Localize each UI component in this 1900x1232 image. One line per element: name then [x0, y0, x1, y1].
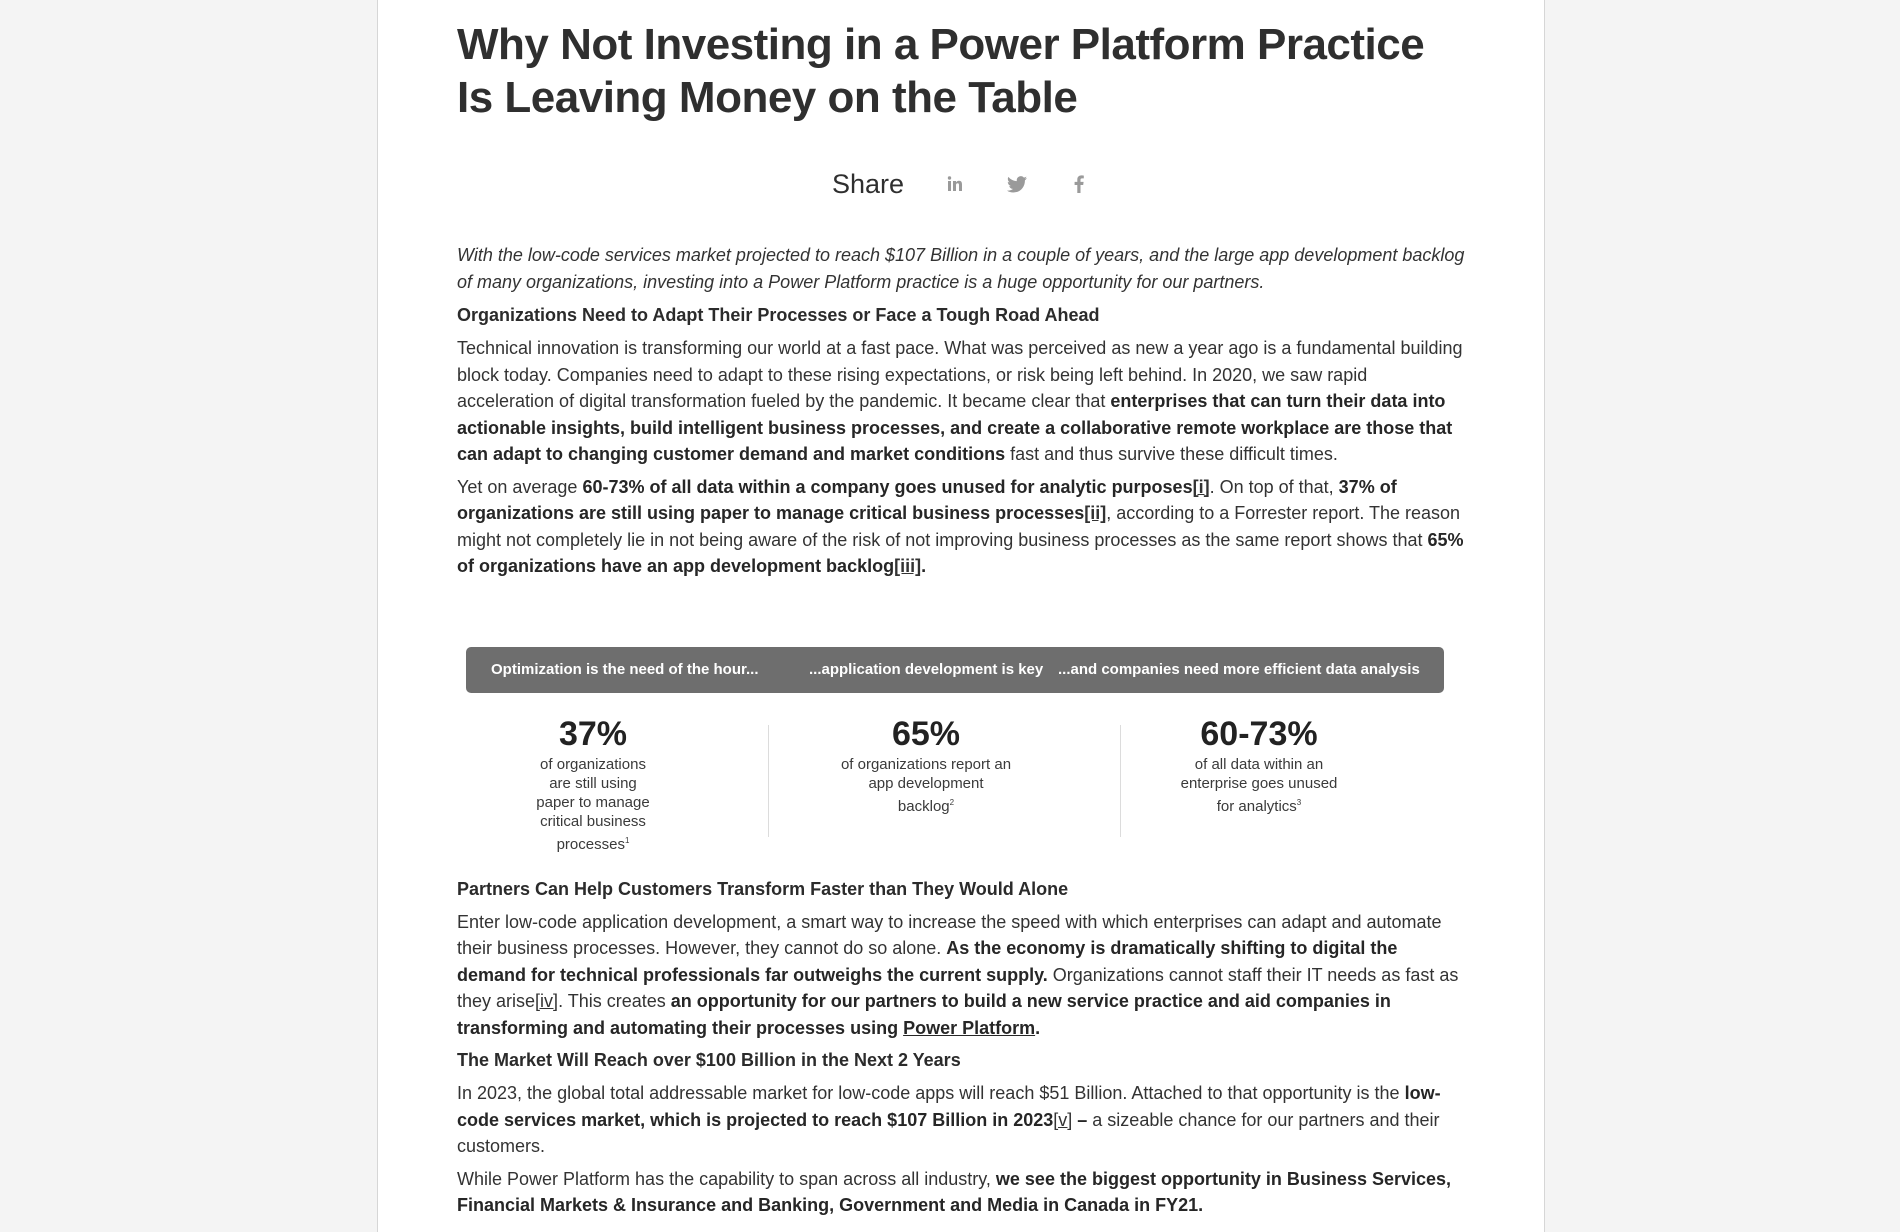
text-span: Enter low-code application development, a smart way to increase the speed with which enterprises can adapt and automate their business processes. However, they cannot do so alone. — [457, 911, 1442, 958]
article-body-continued — [457, 876, 1467, 1219]
footnote-link-v[interactable]: [v] — [1053, 1109, 1073, 1130]
facebook-icon[interactable] — [1066, 171, 1092, 197]
stat-description — [806, 755, 1046, 816]
bold-text: low-code services market, which is projected to reach $107 Billion in 2023 — [457, 1083, 1441, 1130]
stat-footnote: 2 — [949, 797, 955, 807]
bold-text: . — [1035, 1017, 1041, 1038]
article-title: Why Not Investing in a Power Platform Practice Is Leaving Money on the Table — [457, 20, 1425, 122]
stat-divider — [768, 725, 769, 837]
bold-text: we see the biggest opportunity in Business Services, Financial Markets & Insurance and Banking, Government and Media in Canada in FY21. — [457, 1168, 1452, 1215]
stat-description-text: of organizations report an app development backlog — [840, 755, 1012, 815]
paragraph-industries — [457, 1166, 1467, 1219]
article-content — [457, 18, 1467, 1219]
bold-text: As the economy is dramatically shifting to digital the demand for technical professionals far outweighs the current supply. — [457, 938, 1398, 985]
twitter-icon[interactable] — [1004, 171, 1030, 197]
text-span: , according to a Forrester report. The reason might not completely lie in not being aware of the risk of not improving business processes as the same report shows that — [457, 503, 1461, 550]
paragraph-statistics — [457, 474, 1467, 580]
stat-description — [1139, 755, 1379, 816]
text-span: fast and thus survive these difficult times. — [1005, 444, 1338, 464]
infographic-header-optimization: Optimization is the need of the hour... — [491, 660, 759, 678]
article-intro: With the low-code services market projected to reach $107 Billion in a couple of years, and the large app development backlog of many organizations, investing into a Power Platform practice is a huge opportunity for our partners. — [457, 245, 1465, 292]
stat-paper-processes — [473, 715, 713, 854]
footnote-link-iv[interactable]: [iv] — [535, 991, 559, 1011]
paragraph-market — [457, 1080, 1467, 1160]
footnote-link-ii[interactable]: [ii] — [1084, 503, 1107, 523]
stat-value: 60-73% — [1200, 714, 1318, 753]
text-span: Organizations cannot staff their IT needs as fast as they arise — [457, 964, 1459, 1011]
bold-text: enterprises that can turn their data into actionable insights, build intelligent business processes, and create a collaborative remote workplace are those that can adapt to changing customer demand and market conditions — [457, 391, 1453, 464]
bold-text: 65% of organizations have an app development backlog — [457, 529, 1464, 576]
stat-value: 65% — [891, 714, 961, 753]
power-platform-link[interactable]: Power Platform — [903, 1017, 1036, 1038]
stat-description — [473, 755, 713, 854]
stat-description-text: of organizations are still using paper to manage critical business processes — [536, 755, 650, 853]
text-span: a sizeable chance for our partners and their customers. — [457, 1109, 1440, 1156]
text-span: Technical innovation is transforming our world at a fast pace. What was perceived as new a year ago is a fundamental building block today. Companies need to adapt to these rising expectations, or risk being left behind. In 2020, we saw rapid acceleration of digital transformation fueled by the pandemic. It became clear that — [457, 338, 1463, 411]
article-page — [377, 0, 1545, 1232]
bold-text: 37% of organizations are still using paper to manage critical business processes — [457, 476, 1397, 523]
footnote-link-iii[interactable]: [iii] — [894, 556, 922, 576]
section-heading-adapt: Organizations Need to Adapt Their Processes or Face a Tough Road Ahead — [457, 305, 1100, 325]
bold-text: . — [921, 556, 927, 576]
paragraph-low-code — [457, 909, 1467, 1042]
bold-text: – — [1072, 1109, 1093, 1130]
text-span: Yet on average — [457, 476, 583, 497]
text-span: While Power Platform has the capability to span across all industry, — [457, 1168, 996, 1189]
stats-infographic — [457, 647, 1467, 853]
bold-text: an opportunity for our partners to build a new service practice and aid companies in transforming and automating their processes using — [457, 991, 1391, 1038]
stat-description-text: of all data within an enterprise goes unused for analytics — [1180, 755, 1338, 815]
infographic-header-app-dev: ...application development is key — [809, 660, 1044, 678]
stat-unused-data — [1139, 715, 1379, 816]
footnote-link-i[interactable]: [i] — [1192, 476, 1210, 497]
linkedin-icon[interactable] — [942, 171, 968, 197]
stat-footnote: 3 — [1296, 797, 1302, 807]
text-span: In 2023, the global total addressable market for low-code apps will reach $51 Billion. Attached to that opportunity is the — [457, 1083, 1405, 1103]
text-span: . On top of that, — [1209, 476, 1339, 497]
infographic-header-data-analysis: ...and companies need more efficient data analysis — [1058, 660, 1420, 678]
section-heading-market: The Market Will Reach over $100 Billion in the Next 2 Years — [457, 1050, 961, 1070]
share-label: Share — [831, 168, 905, 199]
section-heading-partners: Partners Can Help Customers Transform Faster than They Would Alone — [457, 878, 1069, 899]
stat-footnote: 1 — [624, 835, 630, 845]
paragraph-innovation — [457, 335, 1467, 468]
infographic-header-bar — [466, 647, 1444, 693]
stat-value: 37% — [558, 714, 628, 753]
share-bar — [457, 166, 1467, 202]
stat-app-backlog — [806, 715, 1046, 816]
bold-text: 60-73% of all data within a company goes unused for analytic purposes — [582, 476, 1193, 497]
text-span: . This creates — [558, 991, 671, 1011]
stat-divider — [1120, 725, 1121, 837]
